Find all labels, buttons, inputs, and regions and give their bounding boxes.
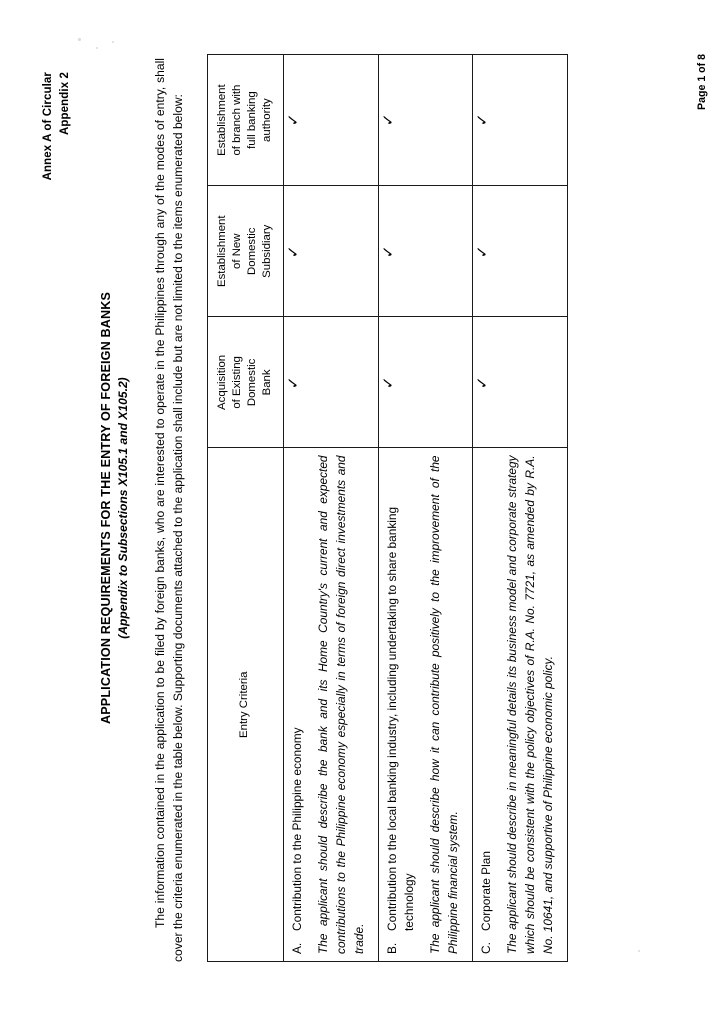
header-line: Bank bbox=[260, 369, 273, 396]
check-icon: ✓ bbox=[379, 244, 397, 258]
mark-acquisition-b bbox=[378, 317, 472, 448]
check-icon: ✓ bbox=[379, 375, 397, 389]
header-line: Acquisition bbox=[216, 354, 229, 410]
check-icon: ✓ bbox=[473, 375, 491, 389]
criteria-letter: A. bbox=[289, 942, 304, 954]
mark-acquisition-c bbox=[472, 317, 567, 448]
header-line: Domestic bbox=[245, 358, 258, 407]
header-line: of New bbox=[230, 233, 243, 269]
table-row bbox=[283, 55, 378, 962]
check-icon: ✓ bbox=[473, 113, 491, 127]
mark-new-subsidiary-c bbox=[472, 186, 567, 317]
mark-branch-a bbox=[283, 55, 378, 186]
page-title: APPLICATION REQUIREMENTS FOR THE ENTRY OF FOREIGN BANKS bbox=[99, 291, 114, 725]
column-header-establishment-branch-full-banking-authority bbox=[207, 55, 283, 186]
header-annex-line: Annex A of Circular bbox=[42, 72, 54, 181]
criteria-description: The applicant should describe in meaningful details its business model and corporate strategy which should be consistent with the policy objectives of R.A. No. 7721, as amended by R.A. No. 10641, and supportive of Philippine economic policy. bbox=[504, 455, 555, 954]
check-icon: ✓ bbox=[284, 244, 302, 258]
column-header-entry-criteria: Entry Criteria bbox=[207, 448, 283, 962]
check-icon: ✓ bbox=[379, 113, 397, 127]
criteria-heading: Contribution to the local banking industry, including undertaking to share banking technology bbox=[384, 506, 416, 931]
mark-branch-b bbox=[378, 55, 472, 186]
page-footer: Page 1 of 8 bbox=[696, 54, 708, 110]
header-line: Domestic bbox=[245, 227, 258, 275]
criteria-letter: C. bbox=[478, 942, 493, 954]
mark-new-subsidiary-a bbox=[283, 186, 378, 317]
column-header-establishment-new-domestic-subsidiary bbox=[207, 186, 283, 317]
table-row bbox=[378, 55, 472, 962]
header-appendix-line: Appendix 2 bbox=[58, 72, 71, 135]
table-header-row bbox=[207, 55, 283, 962]
criteria-letter: B. bbox=[384, 942, 399, 954]
mark-branch-c bbox=[472, 55, 567, 186]
mark-new-subsidiary-b bbox=[378, 186, 472, 317]
criteria-description: The applicant should describe the bank and its Home Country's current and expected contributions to the Philippine economy especially in terms of foreign direct investments and trade. bbox=[315, 455, 366, 954]
header-line: authority bbox=[260, 98, 273, 142]
criteria-heading: Contribution to the Philippine economy bbox=[289, 727, 304, 931]
header-line: full banking bbox=[245, 91, 258, 149]
header-line: of branch with bbox=[230, 84, 243, 156]
table-row bbox=[472, 55, 567, 962]
header-line: Establishment bbox=[216, 84, 229, 156]
check-icon: ✓ bbox=[284, 113, 302, 127]
header-line: Subsidiary bbox=[260, 224, 273, 278]
criteria-cell-c bbox=[472, 448, 567, 962]
entry-criteria-table bbox=[207, 54, 568, 962]
criteria-cell-a bbox=[283, 448, 378, 962]
check-icon: ✓ bbox=[473, 244, 491, 258]
check-icon: ✓ bbox=[284, 375, 302, 389]
intro-paragraph: The information contained in the application to be filed by foreign banks, who are interested to operate in the Philippines through any of the modes of entry, shall cover the criteria enumerated in the table below. Supporting documents attached to the application shall include but are not limited to the items enumerated below: bbox=[153, 58, 185, 962]
criteria-heading: Corporate Plan bbox=[478, 851, 493, 931]
mark-acquisition-a bbox=[283, 317, 378, 448]
criteria-cell-b bbox=[378, 448, 472, 962]
document-header bbox=[40, 72, 73, 962]
criteria-description: The applicant should describe how it can contribute positively to the improvement of the Philippine financial system. bbox=[428, 455, 460, 954]
page-subtitle: (Appendix to Subsections X105.1 and X105.2) bbox=[116, 377, 131, 639]
header-line: Establishment bbox=[216, 215, 229, 288]
header-line: of Existing bbox=[230, 356, 243, 409]
column-header-acquisition-existing-domestic-bank bbox=[207, 317, 283, 448]
